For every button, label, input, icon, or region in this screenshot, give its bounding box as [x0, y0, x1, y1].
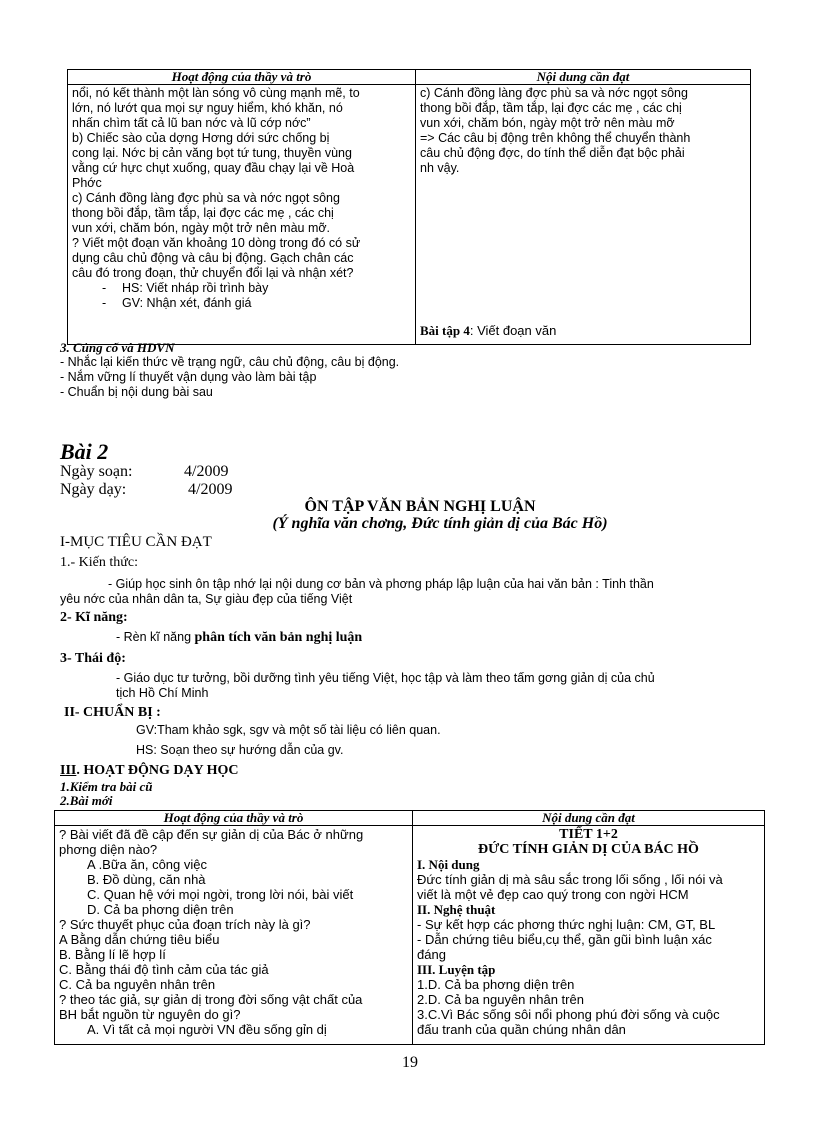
date-prepared-value: 4/2009	[184, 463, 229, 480]
table2-left-line: phơng diện nào?	[59, 842, 158, 857]
table1-header-right: Nội dung cần đạt	[416, 70, 751, 85]
table1-right-line: vun xới, chăm bón, ngày một trở nên màu mỡ	[420, 116, 675, 130]
table1-left-line: nổi, nó kết thành một làn sóng vô cùng mạnh mẽ, to	[72, 86, 360, 100]
table1-left-line: cong lại. Nớc bị cản văng bọt tứ tung, thuyền vùng	[72, 146, 352, 160]
table2-left-line: B. Đồ dùng, căn nhà	[87, 872, 206, 887]
lesson-period: TIẾT 1+2	[559, 827, 618, 842]
exercise-4	[420, 323, 556, 338]
table1-left-line: vằng cứ hực chụt xuống, quay đầu chạy lại về Hoà	[72, 161, 355, 175]
date-prepared	[60, 463, 229, 481]
table1-right-line: câu chủ động đợc, do tính thể diễn đạt bộc phải	[420, 146, 685, 160]
table1-right-line: thong bồi đắp, tầm tắp, lại đợc các mẹ , các chị	[420, 101, 682, 115]
date-taught-label: Ngày dạy:	[60, 481, 127, 498]
homework-check: 1.Kiểm tra bài cũ	[60, 779, 153, 794]
exercise-4-text: : Viết đoạn văn	[469, 323, 557, 338]
consolidation-item: - Nắm vững lí thuyết vận dụng vào làm bài tập	[60, 370, 317, 384]
knowledge-label	[60, 555, 138, 570]
main-title: ÔN TẬP VĂN BẢN NGHỊ LUẬN	[304, 498, 536, 515]
table2-left-line: ? theo tác giả, sự giản dị trong đời sống vật chất của	[59, 992, 363, 1007]
date-taught-value: 4/2009	[188, 481, 233, 498]
table1-right-cell	[416, 85, 751, 345]
practice-line: 3.C.Vì Bác sống sôi nổi phong phú đời sống và cuộc	[417, 1007, 720, 1022]
new-lesson: 2.Bài mới	[60, 793, 113, 808]
table2-header-left: Hoạt động của thầy và trò	[55, 811, 413, 826]
art-line: - Dẫn chứng tiêu biểu,cụ thể, gần gũi bình luận xác	[417, 932, 712, 947]
skills-content	[116, 630, 362, 645]
table1-right-line: c) Cánh đồng làng đợc phù sa và nớc ngọt sông	[420, 86, 688, 100]
consolidation-section	[60, 340, 399, 400]
attitude-line-1: - Giáo dục tư tưởng, bồi dưỡng tình yêu tiếng Việt, học tập và làm theo tấm gơng giản dị của chủ	[116, 671, 655, 685]
table2-left-line: B. Bằng lí lẽ hợp lí	[59, 947, 166, 962]
table2-left-line: C. Cả ba nguyên nhân trên	[59, 977, 216, 992]
table1-left-line: lớn, nó lướt qua mọi sự nguy hiểm, khó khăn, nó	[72, 101, 343, 115]
consolidation-item: - Chuẩn bị nội dung bài sau	[60, 385, 213, 399]
practice-line: 2.D. Cả ba nguyên nhân trên	[417, 992, 584, 1007]
student-prep: HS: Soạn theo sự hướng dẫn của gv.	[136, 743, 344, 757]
table2-left-cell	[55, 826, 413, 1045]
table1-left-line: nhấn chìm tất cả lũ ban nớc và lũ cớp nớc”	[72, 116, 311, 130]
table1-right-line: => Các câu bị động trên không thể chuyển thành	[420, 131, 691, 145]
attitude-line-2: tịch Hồ Chí Minh	[116, 686, 209, 700]
skills-bold: phân tích văn bản nghị luận	[194, 630, 363, 645]
knowledge-label-text: 1.- Kiến thức:	[60, 555, 138, 570]
activities-numeral: III	[60, 763, 77, 778]
practice-line: 1.D. Cả ba phơng diện trên	[417, 977, 575, 992]
subtitle: (Ý nghĩa văn chơng, Đức tính giản dị của Bác Hồ)	[272, 515, 608, 532]
objectives-heading: I-MỤC TIÊU CẦN ĐẠT	[60, 534, 212, 550]
content-line: viết là một vẻ đẹp cao quý trong con ngời HCM	[417, 887, 689, 902]
content-label: I. Nội dung	[417, 857, 480, 872]
table1-left-cell	[68, 85, 416, 345]
consolidation-item: - Nhắc lại kiến thức về trạng ngữ, câu chủ động, câu bị động.	[60, 355, 400, 369]
table2-left-line: C. Bằng thái độ tình cảm của tác giả	[59, 962, 269, 977]
table1-bullet-item: GV: Nhận xét, đánh giá -	[102, 296, 252, 310]
table1-right-line: nh vậy.	[420, 161, 460, 175]
table2-left-line: BH bắt nguồn từ nguyên do gì?	[59, 1007, 241, 1022]
table2-right-cell	[413, 826, 765, 1045]
content-line: Đức tính giản dị mà sâu sắc trong lối sống , lối nói và	[417, 872, 723, 887]
table1-left-line: Phớc	[72, 176, 102, 190]
table2-header-right: Nội dung cần đạt	[413, 811, 765, 826]
table1-left-line: b) Chiếc sào của dợng Hơng dới sức chống bị	[72, 131, 330, 145]
table1-left-line: dụng câu chủ động và câu bị động. Gạch chân các	[72, 251, 354, 265]
attitude-label: 3- Thái độ:	[60, 651, 126, 666]
activities-text: . HOẠT ĐỘNG DẠY HỌC	[76, 763, 239, 778]
table1-header-left: Hoạt động của thầy và trò	[68, 70, 416, 85]
right-title: ĐỨC TÍNH GIẢN DỊ CỦA BÁC HỒ	[478, 842, 699, 857]
knowledge-line-2: yêu nớc của nhân dân ta, Sự giàu đẹp của tiếng Việt	[60, 592, 353, 606]
art-line: - Sự kết hợp các phơng thức nghị luận: CM, GT, BL	[417, 917, 716, 932]
table2-left-line: A. Vì tất cả mọi người VN đều sống gỉn dị	[87, 1022, 327, 1037]
table2-left-line: ? Sức thuyết phục của đoạn trích này là gì?	[59, 917, 311, 932]
bullet-dash: -	[102, 296, 107, 310]
table1-left-line: thong bồi đắp, tầm tắp, lại đợc các mẹ , các chị	[72, 206, 334, 220]
attitude-content	[116, 671, 772, 701]
preparation-heading: II- CHUẨN BỊ :	[64, 705, 161, 720]
art-label: II. Nghệ thuật	[417, 902, 496, 917]
lesson-title: Bài 2	[60, 439, 109, 464]
art-line: đáng	[417, 947, 446, 962]
table1-left-line: ? Viết một đoạn văn khoảng 10 dòng trong đó có sử	[72, 236, 361, 250]
table1-left-line: c) Cánh đồng làng đợc phù sa và nớc ngọt sông	[72, 191, 340, 205]
practice-label: III. Luyện tập	[417, 962, 496, 977]
date-prepared-label: Ngày soạn:	[60, 463, 133, 480]
table2-left-line: A .Bữa ăn, công việc	[87, 857, 207, 872]
date-taught	[60, 481, 233, 499]
activity-table-2	[54, 810, 765, 1045]
table1-left-line: vun xới, chăm bón, ngày một trở nên màu mỡ.	[72, 221, 331, 235]
table2-left-line: A Bằng dẫn chứng tiêu biểu	[59, 932, 220, 947]
table1-bullet-item: HS: Viết nháp rồi trình bày -	[102, 281, 269, 295]
skills-label: 2- Kĩ năng:	[60, 610, 128, 625]
table1-left-line: câu đó trong đoạn, thử chuyển đổi lại và nhận xét?	[72, 266, 354, 280]
consolidation-title: 3. Củng cố và HDVN	[60, 340, 175, 355]
page-number: 19	[402, 1054, 418, 1071]
knowledge-content	[60, 577, 770, 607]
table2-left-line: D. Cả ba phơng diện trên	[87, 902, 234, 917]
teacher-prep: GV:Tham khảo sgk, sgv và một số tài liệu có liên quan.	[136, 723, 441, 737]
practice-line: đấu tranh của quần chúng nhân dân	[417, 1022, 626, 1037]
activities-heading	[60, 763, 239, 778]
skills-prefix: - Rèn kĩ năng	[116, 630, 195, 644]
table2-left-line: C. Quan hệ với mọi ngời, trong lời nói, bài viết	[87, 887, 354, 902]
knowledge-line-1: - Giúp học sinh ôn tập nhớ lại nội dung cơ bản và phơng pháp lập luận của hai văn bản : Tinh thần	[108, 577, 654, 591]
table2-left-line: ? Bài viết đã đề cập đến sự giản dị của Bác ở những	[59, 827, 364, 842]
activity-table-1	[67, 69, 751, 345]
bullet-dash: -	[102, 281, 107, 295]
exercise-4-label: Bài tập 4	[420, 323, 470, 338]
